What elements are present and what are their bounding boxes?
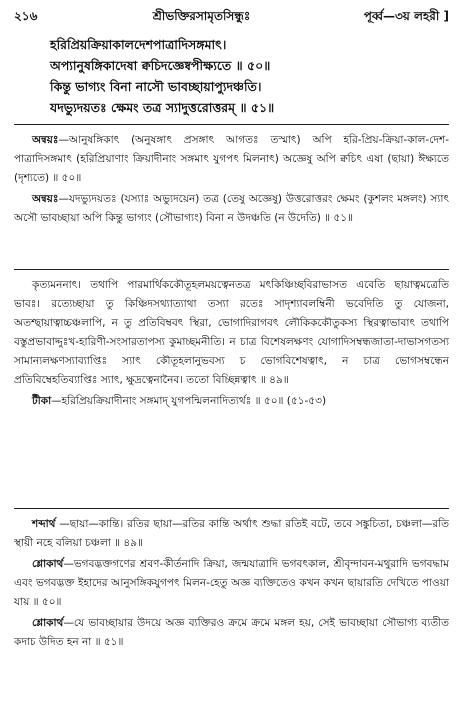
verse-line: কিন্তু ভাগ্যং বিনা নাসৌ ভাবচ্ছায়াপ্যুদঞ্চতি। (50, 79, 262, 94)
anvaya-section (14, 131, 449, 263)
section-label: পূর্ব্ব—৩য় লহরী ] (363, 9, 449, 23)
note-text: —ভগবদ্ভক্তগণের শ্রবণ-কীর্তনাদি ক্রিয়া, জন্মযাত্রাদি ভগবৎকাল, শ্রীবৃন্দাবন-মথুরাদি ভগবদ্ধাম এবং ভগবদ্ভক্ত ইহাদের আনুসঙ্গিকযুগপৎ মিলন-হেতু অজ্ঞ ব্যক্তিতেও কখন কখন ছায়ারতি দেখিতে পাওয়া যায় ॥ ৫০॥ (14, 558, 449, 608)
note-paragraph (14, 614, 449, 652)
page-number: ২১৬ (14, 9, 38, 23)
page-header (14, 8, 449, 30)
note-text: —ছায়া—কান্তি। রতির ছায়া—রতির কান্তি অর্থাৎ শুদ্ধা রতিই বটে, তবে সঙ্কুচিতা, চঞ্চলা—রতি স্থায়ী নহে বলিয়া চঞ্চলা ॥ ৪৯॥ (14, 518, 449, 549)
divider (14, 269, 449, 270)
book-title: শ্রীভক্তিরসামৃতসিন্ধুঃ (152, 9, 251, 23)
note-lead: শব্দার্থ (32, 518, 56, 530)
commentary-section (14, 276, 449, 502)
tika-text: —হরিপ্রিয়ক্রিয়াদীনাং সঙ্গমাদ্ যুগপন্মিলনাদিত্যর্থঃ ॥ ৫০॥ (৫১-৫৩) (51, 395, 327, 407)
verse-block (50, 34, 449, 118)
note-lead: শ্লোকার্থ (32, 617, 64, 629)
anvaya-text: —আনুষঙ্গিকাৎ (অনুষঙ্গাৎ প্রসঙ্গাৎ আগতঃ তস্মাৎ) অপি হরি-প্রিয়-ক্রিয়া-কাল-দেশ-পাত্রাদিসঙ্গমাৎ (হরিপ্রিয়াণাং ক্রিয়াদীনাং সঙ্গমাৎ যুগপৎ মিলনাৎ) অজ্ঞেষু অপি ক্বচিৎ এষা (ছায়া) ঈক্ষ্যতে (দৃশ্যতে) ॥ ৫০॥ (14, 134, 449, 184)
anvaya-lead: অন্বয়ঃ (32, 193, 59, 205)
verse-line: অপ্যানুষঙ্গিকাদেষা ক্বচিদজ্ঞেষ্বপীক্ষ্যতে ॥ ৫০॥ (50, 58, 271, 73)
note-paragraph (14, 515, 449, 553)
anvaya-text: —যদভ্যুদয়তঃ (যস্যাঃ অভ্যুদয়েন) তত্র (তেষু অজ্ঞেষু) উত্তরোত্তরং ক্ষেমং (কুশলং মঙ্গলং) স্যাৎ অসৌ ভাবচ্ছায়া অপি কিন্তু ভাগ্যং (সৌভাগ্যং) বিনা ন উদঞ্চতি (ন উদেতি) ॥ ৫১॥ (14, 193, 449, 224)
notes-section (14, 515, 449, 683)
note-lead: শ্লোকার্থ (32, 558, 64, 570)
verse-line: যদভ্যুদয়তঃ ক্ষেমং তত্র স্যাদুত্তরোত্তরম্ ॥ ৫১॥ (50, 100, 275, 115)
verse-line: হরিপ্রিয়ক্রিয়াকালদেশপাত্রাদিসঙ্গমাৎ। (50, 37, 227, 52)
tika-paragraph (14, 392, 449, 411)
note-paragraph (14, 555, 449, 612)
note-text: —যে ভাবচ্ছায়ার উদয়ে অজ্ঞ ব্যক্তিরও ক্রমে ক্রমে মঙ্গল হয়, সেই ভাবচ্ছায়া সৌভাগ্য ব্যতীত কদাচ উদিত হন না ॥ ৫১॥ (14, 617, 449, 648)
divider (14, 508, 449, 509)
anvaya-paragraph (14, 131, 449, 188)
anvaya-lead: অন্বয়ঃ (32, 134, 59, 146)
divider (14, 124, 449, 125)
anvaya-paragraph (14, 190, 449, 228)
commentary-paragraph: কৃত্যমননাৎ। তথাপি পারমার্থিককৌতূহলময়ত্বেনতত্র মৎকিঞ্চিচ্ছবিরাভাসত এবেতি ছায়াত্বমত্রেতি ভাবঃ। রত্যেচ্ছায়া তু কিঞ্চিদসথ্যাত্যাথা তস্যা রতেঃ সাদৃশ্যাবলম্বিনী ভবেদিতি তু যোজনা, অতশ্ছায়াত্বাচ্চঞ্চলাপি, ন তু প্রতিবিম্ববৎ স্থিরা, ভোগাদিরাগবৎ লৌকিককৌতুকস্য স্থিরত্বাভাবাৎ তথাপি বস্তুপ্রভাবাদ্দুঃখ-হারিণী-সংসারতাপস্য কুমাচ্ছমনীতি। ন চাত্র বিশেষলক্ষণং যোগাদিসম্বন্ধজাতা-দাভাসগতস্য সামান্যলক্ষণস্যাব্যাপ্তিঃ স্যাৎ কৌতূহলানুভবস্য চ ভোগবিশেষত্বাৎ, ন চাত্র ভোগসম্বন্ধেন প্রতিবিম্বেহতিব্যাপ্তিঃ স্যাৎ, ক্ষুদ্রত্বেনানৈব। ততো বিচ্ছিন্নত্বাৎ ॥ ৪৯॥ (14, 279, 449, 386)
tika-lead: টীকা (32, 395, 52, 407)
